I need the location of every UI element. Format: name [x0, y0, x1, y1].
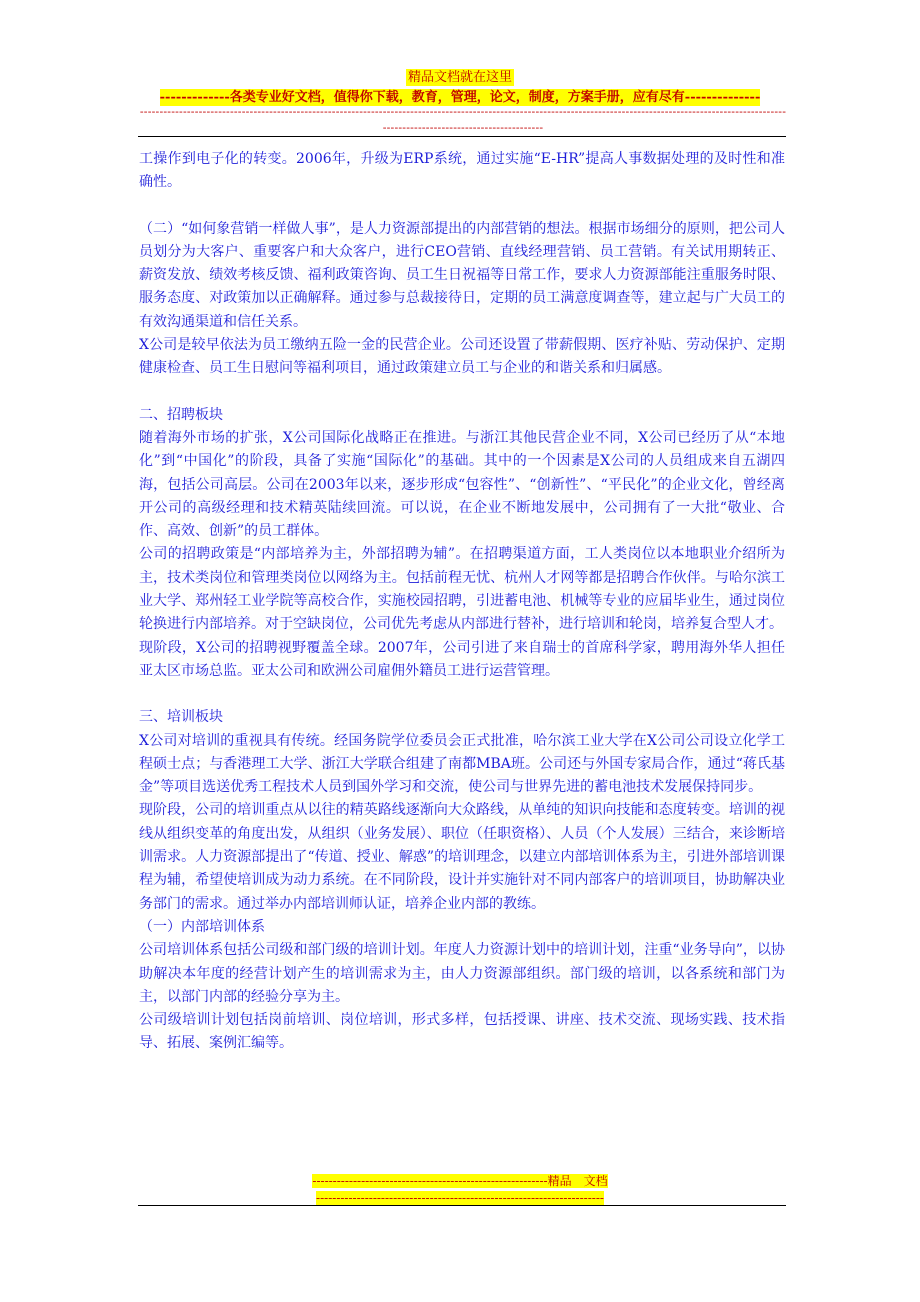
body-content — [139, 148, 785, 1056]
header-tagline — [0, 86, 920, 105]
blank-line — [139, 683, 785, 706]
paragraph: X公司是较早依法为员工缴纳五险一金的民营企业。公司还设置了带薪假期、医疗补贴、劳动保护、定期健康检查、员工生日慰问等福利项目，通过政策建立员工与企业的和谐关系和归属感。 — [139, 337, 785, 377]
footer-dashes — [0, 1187, 920, 1206]
paragraph: 现阶段，X公司的招聘视野覆盖全球。2007年，公司引进了来自瑞士的首席科学家，聘用海外华人担任亚太区市场总监。亚太公司和欧洲公司雇佣外籍员工进行运营管理。 — [139, 639, 785, 679]
section-heading: 三、培训板块 — [139, 709, 223, 726]
footer-dashes-text: ----------------------------------------------------------------------- — [316, 1191, 604, 1205]
paragraph: 公司级培训计划包括岗前培训、岗位培训，形式多样，包括授课、讲座、技术交流、现场实践、技术指导、拓展、案例汇编等。 — [139, 1012, 785, 1052]
paragraph: 随着海外市场的扩张，X公司国际化战略正在推进。与浙江其他民营企业不同，X公司已经历了从“本地化”到“中国化”的阶段，具备了实施“国际化”的基础。其中的一个因素是X公司的人员组成来自五湖四海，包括公司高层。公司在2003年以来，逐步形成“包容性”、“创新性”、“平民化”的企业文化，曾经离开公司的高级经理和技术精英陆续回流。可以说，在企业不断地发展中，公司拥有了一大批“敬业、合作、高效、创新”的员工群体。 — [139, 429, 785, 540]
section-heading: 二、招聘板块 — [139, 406, 223, 423]
paragraph: X公司对培训的重视具有传统。经国务院学位委员会正式批准，哈尔滨工业大学在X公司公司设立化学工程硕士点；与香港理工大学、浙江大学联合组建了南都MBA班。公司还与外国专家局合作，通过“蒋氏基金”等项目选送优秀工程技术人员到国外学习和交流，使公司与世界先进的蓄电池技术发展保持同步。 — [139, 732, 785, 796]
blank-line — [139, 195, 785, 218]
header-tagline-text: -------------各类专业好文档，值得你下载，教育，管理，论文，制度，方案手册，应有尽有-------------- — [159, 90, 761, 105]
header-dashes: -------------------------------------------------------------------------------------------------------------------------------------------------------------------------------------------------------------- — [139, 105, 787, 134]
header-rule — [138, 136, 786, 137]
paragraph: 公司培训体系包括公司级和部门级的培训计划。年度人力资源计划中的培训计划，注重“业务导向”，以协助解决本年度的经营计划产生的培训需求为主，由人力资源部组织。部门级的培训，以各系统和部门为主，以部门内部的经验分享为主。 — [139, 942, 785, 1005]
footer-line-text: ----------------------------------------------------------精品 文档 — [312, 1174, 608, 1188]
header-title — [0, 66, 920, 85]
header-title-text: 精品文档就在这里 — [407, 70, 512, 85]
paragraph: 工操作到电子化的转变。2006年，升级为ERP系统，通过实施“E-HR”提高人事数据处理的及时性和准确性。 — [139, 151, 785, 191]
subsection-heading: （一）内部培训体系 — [139, 918, 265, 935]
paragraph: （二）“如何象营销一样做人事”，是人力资源部提出的内部营销的想法。根据市场细分的原则，把公司人员划分为大客户、重要客户和大众客户，进行CEO营销、直线经理营销、员工营销。有关试用期转正、薪资发放、绩效考核反馈、福利政策咨询、员工生日祝福等日常工作，要求人力资源部能注重服务时限、服务态度、对政策加以正确解释。通过参与总裁接待日，定期的员工满意度调查等，建立起与广大员工的有效沟通渠道和信任关系。 — [139, 220, 785, 330]
blank-line — [139, 381, 785, 404]
paragraph: 公司的招聘政策是“内部培养为主，外部招聘为辅”。在招聘渠道方面，工人类岗位以本地职业介绍所为主，技术类岗位和管理类岗位以网络为主。包括前程无忧、杭州人才网等都是招聘合作伙伴。与哈尔滨工业大学、郑州轻工业学院等高校合作，实施校园招聘，引进蓄电池、机械等专业的应届毕业生，通过岗位轮换进行内部培养。对于空缺岗位，公司优先考虑从内部进行替补，进行培训和轮岗，培养复合型人才。 — [139, 546, 785, 633]
paragraph: 现阶段，公司的培训重点从以往的精英路线逐渐向大众路线，从单纯的知识向技能和态度转变。培训的视线从组织变革的角度出发，从组织（业务发展）、职位（任职资格）、人员（个人发展）三结合，来诊断培训需求。人力资源部提出了“传道、授业、解惑”的培训理念，以建立内部培训体系为主，引进外部培训课程为辅，希望使培训成为动力系统。在不同阶段，设计并实施针对不同内部客户的培训项目，协助解决业务部门的需求。通过举办内部培训师认证，培养企业内部的教练。 — [139, 802, 785, 912]
footer-rule — [138, 1205, 786, 1206]
